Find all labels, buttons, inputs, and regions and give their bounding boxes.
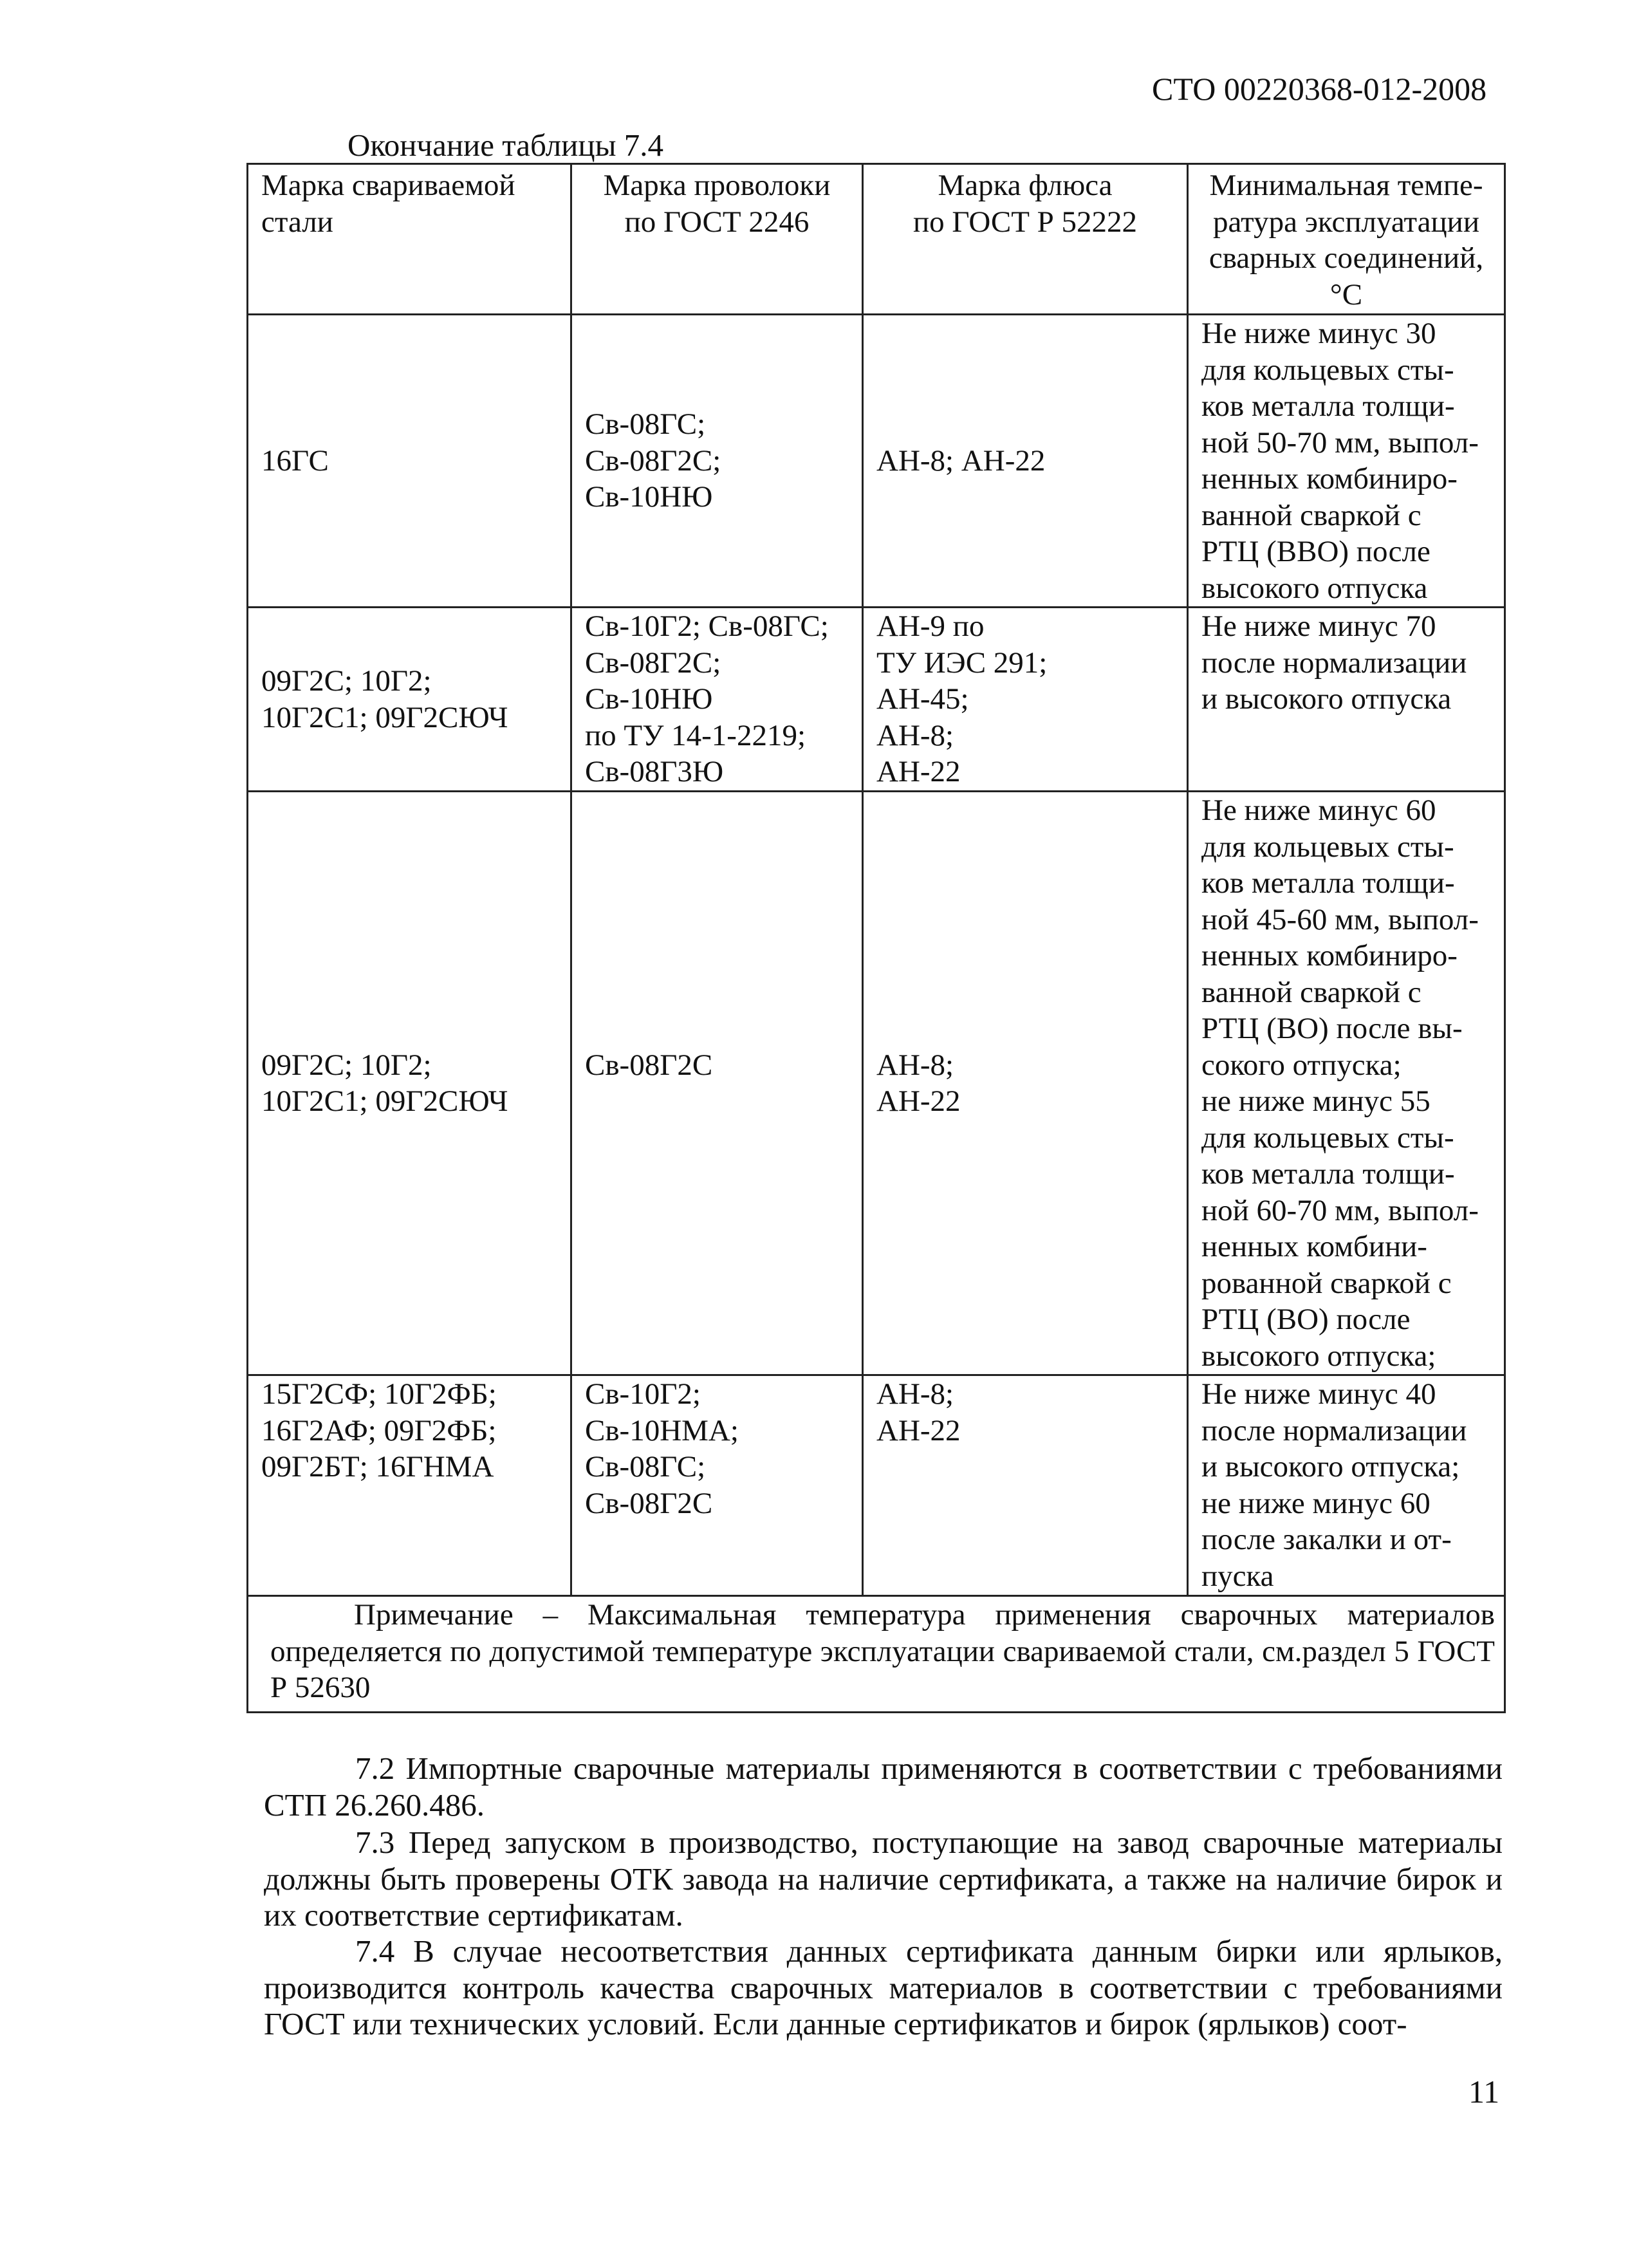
- cell-line: для кольцевых сты-: [1201, 830, 1454, 864]
- cell-line: РТЦ (ВО) после вы-: [1201, 1012, 1463, 1045]
- welding-materials-table: [246, 163, 1506, 1713]
- header-wire-grade: [571, 164, 863, 315]
- cell-line: Св-10Г2; Св-08ГС;: [585, 609, 829, 643]
- cell-line: Св-10Г2;: [585, 1377, 701, 1411]
- paragraph-7-4: 7.4 В случае несоответствия данных сертификата данным бирки или ярлыков, производится контроль качества сварочных материалов в соответствии с требованиями ГОСТ или технических условий. Если данные сертификатов и бирок (ярлыков) соот-: [264, 1933, 1503, 2041]
- flux-cell: [863, 315, 1188, 608]
- cell-line: ной 45-60 мм, выпол-: [1201, 902, 1479, 936]
- table-header-row: [248, 164, 1505, 315]
- cell-line: °С: [1329, 277, 1363, 311]
- flux-cell: [863, 1375, 1188, 1596]
- cell-line: и высокого отпуска: [1201, 682, 1452, 716]
- cell-line: РТЦ (ВО) после: [1201, 1303, 1411, 1336]
- cell-line: Не ниже минус 30: [1201, 317, 1436, 350]
- temperature-cell: [1188, 1375, 1505, 1596]
- table-row: [248, 792, 1505, 1375]
- cell-line: Марка проволоки: [603, 169, 831, 202]
- cell-line: после нормализации: [1201, 1413, 1467, 1447]
- wire-cell: [571, 315, 863, 608]
- cell-line: сокого отпуска;: [1201, 1048, 1402, 1082]
- wire-cell: [571, 1375, 863, 1596]
- cell-line: Не ниже минус 60: [1201, 794, 1436, 827]
- cell-line: 16Г2АФ; 09Г2ФБ;: [261, 1413, 497, 1447]
- cell-line: Св-08Г2С;: [585, 443, 721, 478]
- table-note-text: Примечание – Максимальная температура применения сварочных материалов определяется по допустимой температуре эксплуатации свариваемой стали, см.раздел 5 ГОСТ Р 52630: [270, 1598, 1495, 1704]
- cell-line: 10Г2С1; 09Г2СЮЧ: [261, 700, 508, 734]
- cell-line: для кольцевых сты-: [1201, 353, 1454, 387]
- cell-line: ной 60-70 мм, выпол-: [1201, 1193, 1479, 1227]
- cell-line: по ТУ 14-1-2219;: [585, 718, 806, 752]
- wire-cell: [571, 792, 863, 1375]
- cell-line: сварных соединений,: [1208, 241, 1484, 275]
- flux-cell: [863, 608, 1188, 792]
- cell-line: ратура эксплуатации: [1213, 205, 1479, 239]
- cell-line: Св-10НМА;: [585, 1413, 739, 1447]
- cell-line: Св-08Г3Ю: [585, 755, 724, 788]
- cell-line: Марка флюса: [938, 169, 1113, 202]
- steel-cell: [248, 315, 571, 608]
- cell-line: 09Г2С; 10Г2;: [261, 664, 432, 698]
- cell-line: АН-8;: [876, 718, 954, 752]
- cell-line: АН-8;: [876, 1377, 954, 1411]
- cell-line: по ГОСТ Р 52222: [912, 205, 1138, 239]
- cell-line: ванной сваркой с: [1201, 498, 1421, 532]
- cell-line: АН-22: [876, 755, 961, 788]
- cell-line: не ниже минус 55: [1201, 1084, 1431, 1118]
- cell-line: 09Г2БТ; 16ГНМА: [261, 1450, 494, 1483]
- cell-line: пуска: [1201, 1559, 1274, 1593]
- cell-line: 16ГС: [261, 443, 329, 478]
- steel-cell: [248, 792, 571, 1375]
- cell-line: высокого отпуска;: [1201, 1339, 1436, 1373]
- cell-line: Минимальная темпе-: [1209, 169, 1483, 202]
- page-number: 11: [1468, 2074, 1500, 2110]
- cell-line: после нормализации: [1201, 646, 1467, 680]
- flux-cell: [863, 792, 1188, 1375]
- cell-line: для кольцевых сты-: [1201, 1120, 1454, 1155]
- cell-line: высокого отпуска: [1201, 571, 1428, 605]
- cell-line: ков металла толщи-: [1201, 866, 1455, 900]
- steel-cell: [248, 608, 571, 792]
- header-flux-grade: [863, 164, 1188, 315]
- table-caption: Окончание таблицы 7.4: [347, 127, 664, 163]
- cell-line: Не ниже минус 40: [1201, 1377, 1436, 1411]
- header-steel-grade: [248, 164, 571, 315]
- cell-line: Св-10НЮ: [585, 682, 713, 716]
- cell-line: АН-8; АН-22: [876, 443, 1046, 478]
- table-row: [248, 315, 1505, 608]
- cell-line: не ниже минус 60: [1201, 1486, 1431, 1520]
- cell-line: по ГОСТ 2246: [624, 205, 810, 239]
- table-row: [248, 608, 1505, 792]
- cell-line: 15Г2СФ; 10Г2ФБ;: [261, 1377, 497, 1411]
- cell-line: АН-8;: [876, 1048, 954, 1082]
- cell-line: ТУ ИЭС 291;: [876, 646, 1048, 680]
- temperature-cell: [1188, 608, 1505, 792]
- cell-line: стали: [261, 205, 333, 239]
- cell-line: и высокого отпуска;: [1201, 1450, 1460, 1483]
- cell-line: Марка свариваемой: [261, 169, 515, 202]
- cell-line: ненных комбиниро-: [1201, 462, 1458, 496]
- cell-line: Не ниже минус 70: [1201, 609, 1436, 643]
- cell-line: АН-9 по: [876, 609, 985, 643]
- cell-line: Св-08Г2С: [585, 1048, 713, 1082]
- temperature-cell: [1188, 792, 1505, 1375]
- cell-line: Св-08ГС;: [585, 407, 706, 442]
- cell-line: ванной сваркой с: [1201, 975, 1421, 1009]
- cell-line: 09Г2С; 10Г2;: [261, 1048, 432, 1082]
- cell-line: ков металла толщи-: [1201, 389, 1455, 423]
- cell-line: после закалки и от-: [1201, 1523, 1452, 1556]
- cell-line: 10Г2С1; 09Г2СЮЧ: [261, 1084, 508, 1118]
- temperature-cell: [1188, 315, 1505, 608]
- cell-line: Св-08Г2С: [585, 1486, 713, 1520]
- document-code: СТО 00220368-012-2008: [1152, 71, 1487, 107]
- cell-line: ненных комбини-: [1201, 1230, 1427, 1263]
- paragraph-7-3: 7.3 Перед запуском в производство, поступающие на завод сварочные материалы должны быть проверены ОТК завода на наличие сертификата, а также на наличие бирок и их соответствие сертификатам.: [264, 1825, 1503, 1933]
- cell-line: ной 50-70 мм, выпол-: [1201, 425, 1479, 460]
- wire-cell: [571, 608, 863, 792]
- table-note-row: [248, 1596, 1505, 1713]
- cell-line: АН-22: [876, 1413, 961, 1447]
- cell-line: Св-08ГС;: [585, 1450, 706, 1483]
- cell-line: АН-22: [876, 1084, 961, 1118]
- header-min-temperature: [1188, 164, 1505, 315]
- cell-line: ненных комбиниро-: [1201, 939, 1458, 972]
- steel-cell: [248, 1375, 571, 1596]
- paragraph-7-2: 7.2 Импортные сварочные материалы применяются в соответствии с требованиями СТП 26.260.486.: [264, 1751, 1503, 1823]
- table-row: [248, 1375, 1505, 1596]
- table-note: [248, 1596, 1505, 1713]
- cell-line: рованной сваркой с: [1201, 1266, 1452, 1300]
- cell-line: Св-08Г2С;: [585, 646, 721, 680]
- cell-line: АН-45;: [876, 682, 969, 716]
- cell-line: Св-10НЮ: [585, 480, 713, 514]
- cell-line: РТЦ (ВВО) после: [1201, 535, 1431, 568]
- cell-line: ков металла толщи-: [1201, 1157, 1455, 1191]
